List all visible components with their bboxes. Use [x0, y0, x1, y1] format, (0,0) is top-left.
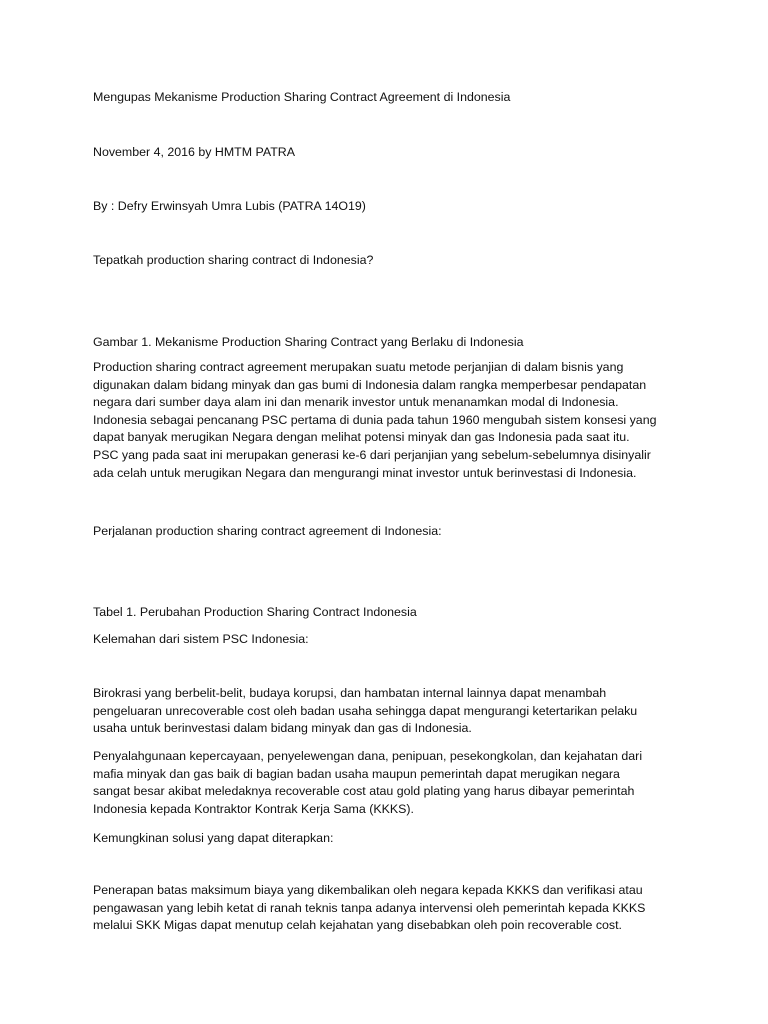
solution-heading: Kemungkinan solusi yang dapat diterapkan: [93, 831, 334, 845]
byline: By : Defry Erwinsyah Umra Lubis (PATRA 14O19) [93, 199, 366, 213]
document-title: Mengupas Mekanisme Production Sharing Contract Agreement di Indonesia [93, 90, 511, 104]
paragraph-line: Indonesia sebagai pencanang PSC pertama di dunia pada tahun 1960 mengubah sistem konsesi yang [93, 412, 657, 427]
weakness-paragraph-2 [93, 748, 683, 818]
paragraph-line: digunakan dalam bidang minyak dan gas bumi di Indonesia dalam rangka memperbesar pendapatan [93, 377, 647, 392]
paragraph-line: sangat besar akibat meledaknya recoverable cost atau gold plating yang harus dibayar pemerintah [93, 784, 635, 799]
weakness-paragraph-1 [93, 685, 683, 738]
solution-paragraph-1 [93, 882, 683, 935]
paragraph-line: Penyalahgunaan kepercayaan, penyelewengan dana, penipuan, pesekongkolan, dan kejahatan dari [93, 749, 643, 763]
journey-heading: Perjalanan production sharing contract agreement di Indonesia: [93, 524, 442, 538]
paragraph-line: Penerapan batas maksimum biaya yang dikembalikan oleh negara kepada KKKS dan verifikasi atau [93, 883, 643, 897]
figure-caption: Gambar 1. Mekanisme Production Sharing Contract yang Berlaku di Indonesia [93, 335, 524, 349]
dateline: November 4, 2016 by HMTM PATRA [93, 145, 295, 159]
question-heading: Tepatkah production sharing contract di Indonesia? [93, 253, 374, 267]
paragraph-line: Indonesia kepada Kontraktor Kontrak Kerja Sama (KKKS). [93, 801, 414, 816]
paragraph-line: ada celah untuk merugikan Negara dan mengurangi minat investor untuk berinvestasi di Indonesia. [93, 465, 637, 480]
paragraph-line: usaha untuk berinvestasi dalam bidang minyak dan gas di Indonesia. [93, 721, 472, 736]
paragraph-line: mafia minyak dan gas baik di bagian badan usaha maupun pemerintah dapat merugikan negara [93, 766, 620, 781]
intro-paragraph [93, 359, 683, 482]
paragraph-line: pengawasan yang lebih ketat di ranah teknis tanpa adanya intervensi oleh pemerintah kepada KKKS [93, 900, 646, 915]
paragraph-line: pengeluaran unrecoverable cost oleh badan usaha sehingga dapat mengurangi ketertarikan pelaku [93, 703, 638, 718]
paragraph-line: Birokrasi yang berbelit-belit, budaya korupsi, dan hambatan internal lainnya dapat menambah [93, 686, 607, 700]
weakness-heading: Kelemahan dari sistem PSC Indonesia: [93, 632, 309, 646]
table-caption: Tabel 1. Perubahan Production Sharing Contract Indonesia [93, 605, 417, 619]
paragraph-line: Production sharing contract agreement merupakan suatu metode perjanjian di dalam bisnis yang [93, 360, 624, 374]
paragraph-line: dapat banyak merugikan Negara dengan melihat potensi minyak dan gas Indonesia pada saat itu. [93, 430, 630, 445]
paragraph-line: melalui SKK Migas dapat menutup celah kejahatan yang disebabkan oleh poin recoverable cost. [93, 918, 623, 933]
paragraph-line: negara dari sumber daya alam ini dan menarik investor untuk menanamkan modal di Indonesia. [93, 395, 619, 410]
paragraph-line: PSC yang pada saat ini merupakan generasi ke-6 dari perjanjian yang sebelum-sebelumnya disinyalir [93, 447, 651, 462]
